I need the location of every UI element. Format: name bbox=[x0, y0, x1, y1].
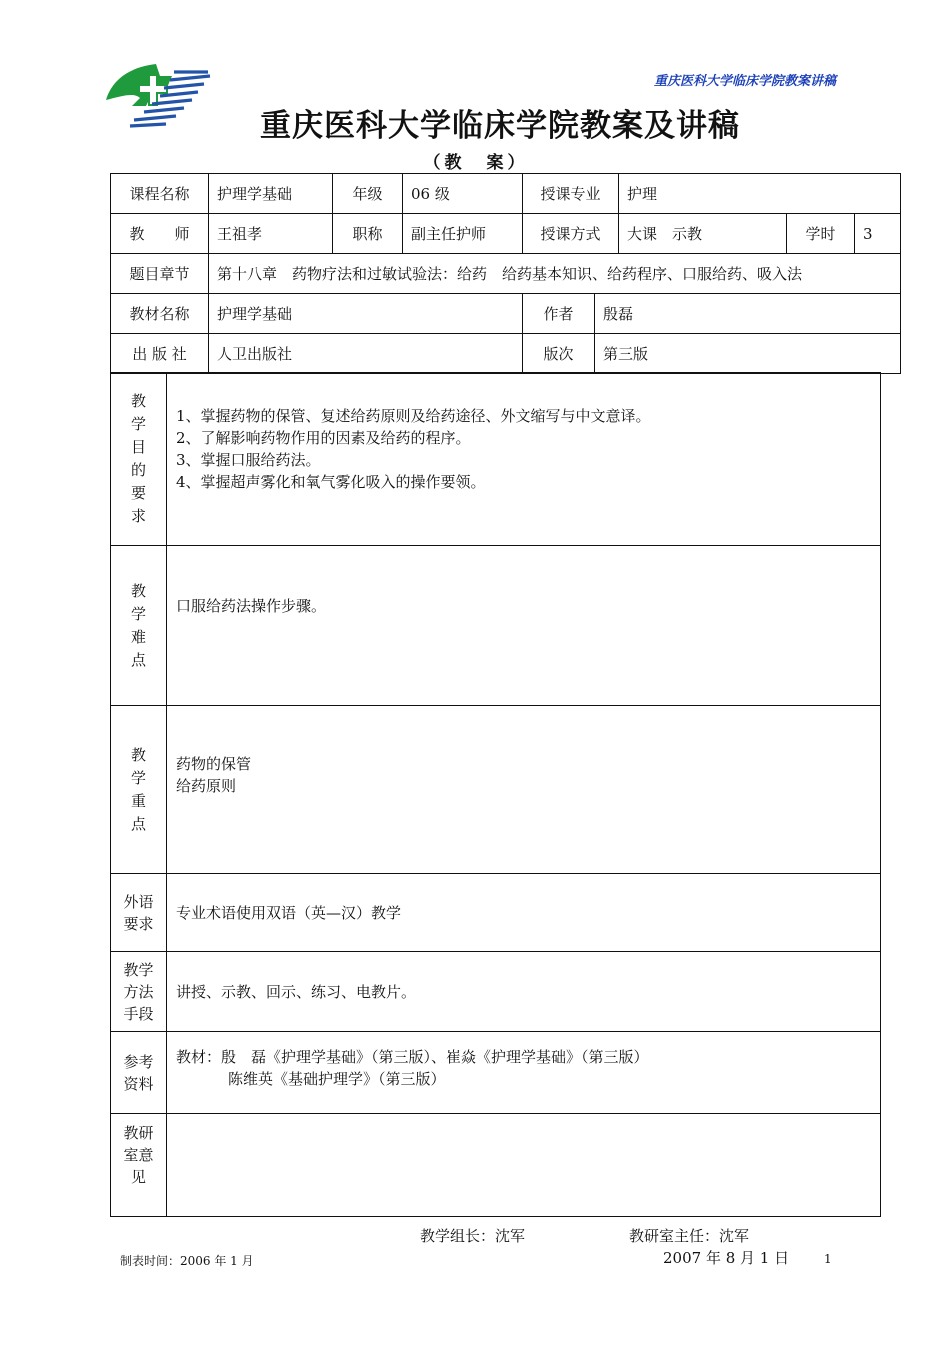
textbook-row bbox=[111, 294, 901, 334]
objective-item: 4、掌握超声雾化和氧气雾化吸入的操作要领。 bbox=[176, 473, 486, 491]
page-number: 1 bbox=[824, 1252, 832, 1266]
course-info-table bbox=[110, 173, 901, 374]
language-content: 专业术语使用双语（英—汉）教学 bbox=[167, 874, 881, 952]
teacher-row bbox=[111, 214, 901, 254]
objective-item: 1、掌握药物的保管、复述给药原则及给药途径、外文缩写与中文意译。 bbox=[176, 407, 651, 425]
publisher-value: 人卫出版社 bbox=[209, 334, 523, 374]
opinion-label: 教研 室意 见 bbox=[111, 1114, 167, 1217]
language-row bbox=[111, 874, 881, 952]
course-value: 护理学基础 bbox=[209, 174, 333, 214]
reference-content bbox=[167, 1032, 881, 1114]
header-note: 重庆医科大学临床学院教案讲稿 bbox=[653, 74, 836, 89]
major-value: 护理 bbox=[619, 174, 901, 214]
author-label: 作者 bbox=[523, 294, 595, 334]
chapter-label: 题目章节 bbox=[111, 254, 209, 294]
methods-row bbox=[111, 952, 881, 1032]
page-subtitle: （教 案） bbox=[423, 153, 529, 173]
reference-label: 参考 资料 bbox=[111, 1032, 167, 1114]
footer-made-time: 制表时间：2006 年 1 月 bbox=[120, 1254, 254, 1268]
focus-content bbox=[167, 706, 881, 874]
reference-item: 教材：殷 磊《护理学基础》（第三版）、崔焱《护理学基础》（第三版） bbox=[176, 1047, 649, 1066]
focus-row bbox=[111, 706, 881, 874]
methods-content: 讲授、示教、回示、练习、电教片。 bbox=[167, 952, 881, 1032]
language-label: 外语 要求 bbox=[111, 874, 167, 952]
group-leader-signature: 教学组长：沈军 bbox=[420, 1227, 526, 1245]
page-title: 重庆医科大学临床学院教案及讲稿 bbox=[260, 108, 740, 144]
focus-item: 给药原则 bbox=[176, 776, 237, 795]
edition-label: 版次 bbox=[523, 334, 595, 374]
publisher-label: 出 版 社 bbox=[111, 334, 209, 374]
difficulty-row bbox=[111, 546, 881, 706]
title-value: 副主任护师 bbox=[403, 214, 523, 254]
reference-row bbox=[111, 1032, 881, 1114]
title-label: 职称 bbox=[333, 214, 403, 254]
grade-value: 06 级 bbox=[403, 174, 523, 214]
opinion-date: 2007 年 8 月 1 日 bbox=[663, 1249, 790, 1267]
hours-value: 3 bbox=[855, 214, 901, 254]
edition-value: 第三版 bbox=[595, 334, 901, 374]
difficulty-text: 口服给药法操作步骤。 bbox=[176, 596, 327, 615]
opinion-row bbox=[111, 1114, 881, 1217]
teacher-value: 王祖孝 bbox=[209, 214, 333, 254]
course-row bbox=[111, 174, 901, 214]
focus-item: 药物的保管 bbox=[176, 754, 252, 773]
objective-item: 3、掌握口服给药法。 bbox=[176, 451, 321, 469]
textbook-label: 教材名称 bbox=[111, 294, 209, 334]
textbook-value: 护理学基础 bbox=[209, 294, 523, 334]
hours-label: 学时 bbox=[787, 214, 855, 254]
chapter-row bbox=[111, 254, 901, 294]
publisher-row bbox=[111, 334, 901, 374]
focus-label: 教 学 重 点 bbox=[111, 706, 167, 874]
objective-item: 2、了解影响药物作用的因素及给药的程序。 bbox=[176, 429, 471, 447]
difficulty-label: 教 学 难 点 bbox=[111, 546, 167, 706]
method-label: 授课方式 bbox=[523, 214, 619, 254]
difficulty-content bbox=[167, 546, 881, 706]
course-label: 课程名称 bbox=[111, 174, 209, 214]
reference-item: 陈维英《基础护理学》（第三版） bbox=[228, 1069, 446, 1088]
objectives-content bbox=[167, 373, 881, 546]
objectives-label: 教 学 目 的 要 求 bbox=[111, 373, 167, 546]
objectives-row bbox=[111, 373, 881, 546]
methods-label: 教学 方法 手段 bbox=[111, 952, 167, 1032]
chapter-value: 第十八章 药物疗法和过敏试验法：给药 给药基本知识、给药程序、口服给药、吸入法 bbox=[209, 254, 901, 294]
author-value: 殷磊 bbox=[595, 294, 901, 334]
major-label: 授课专业 bbox=[523, 174, 619, 214]
method-value: 大课 示教 bbox=[619, 214, 787, 254]
teacher-label: 教 师 bbox=[111, 214, 209, 254]
grade-label: 年级 bbox=[333, 174, 403, 214]
dept-director-signature: 教研室主任：沈军 bbox=[629, 1227, 750, 1245]
